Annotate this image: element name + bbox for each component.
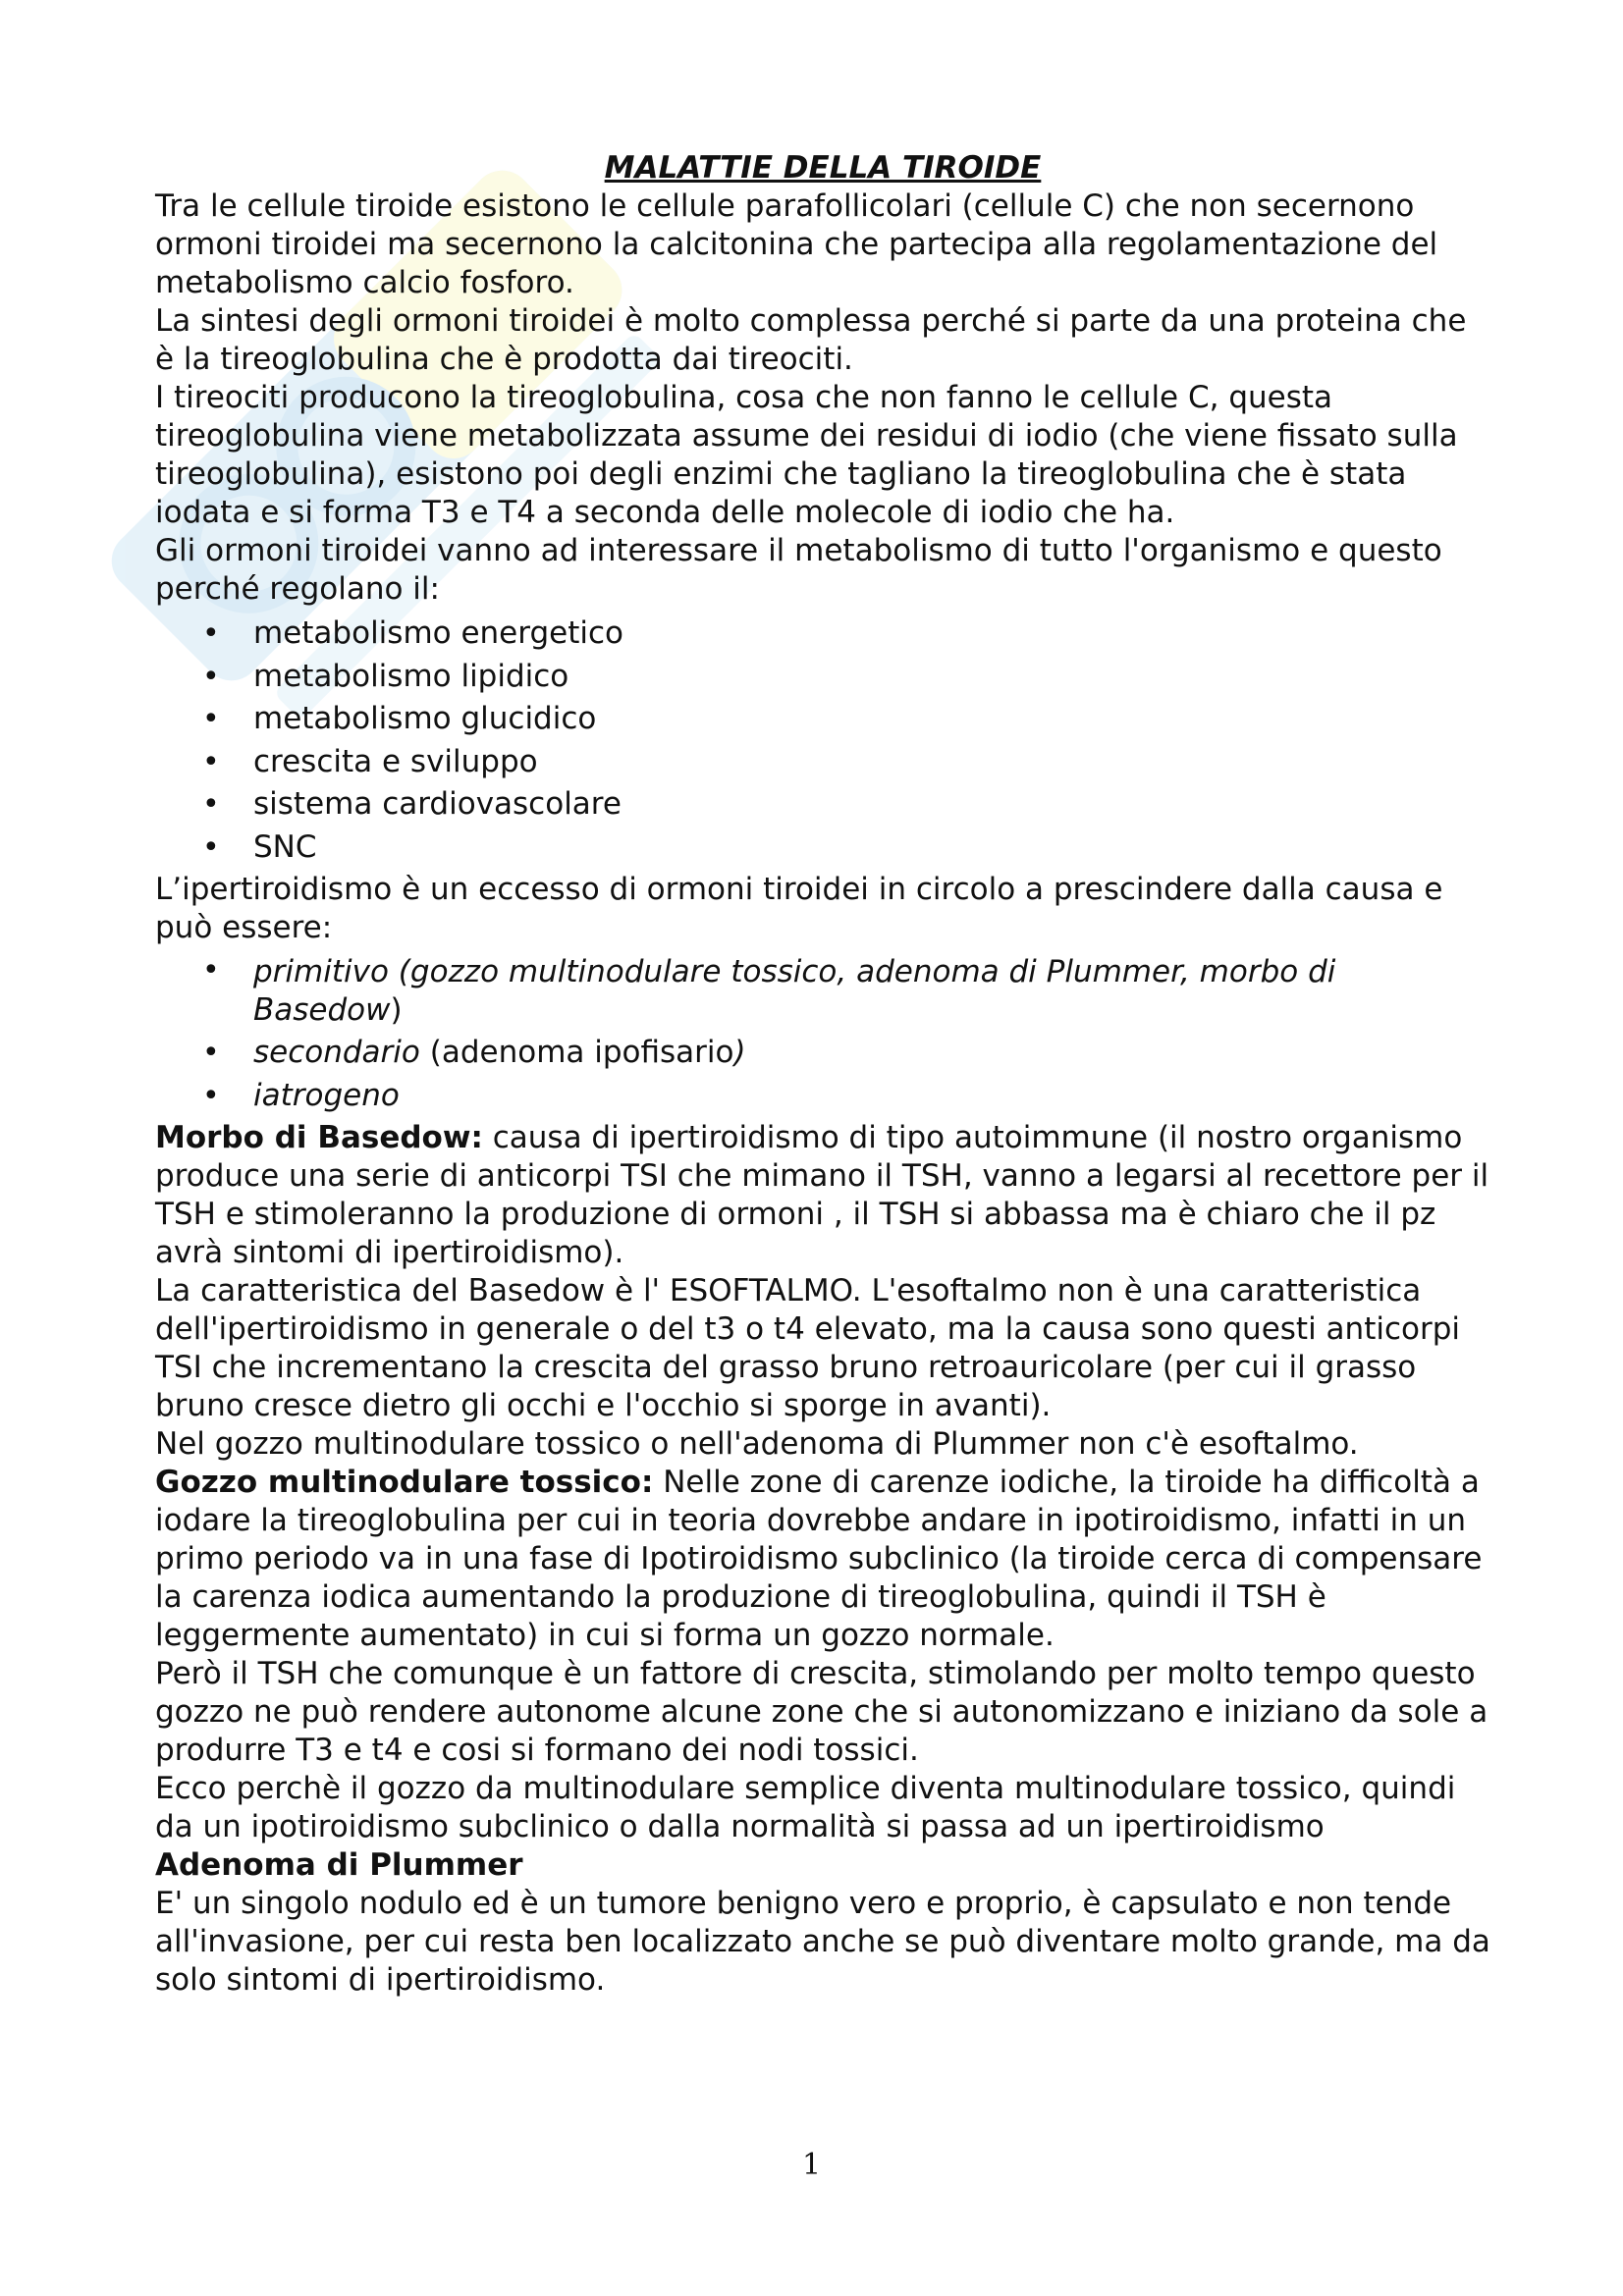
basedow-heading: Morbo di Basedow: <box>155 1120 483 1155</box>
list-item <box>253 1075 1490 1118</box>
type-primitivo: primitivo <box>253 954 389 989</box>
gozzo-paragraph <box>155 1464 1490 1655</box>
basedow-paragraph-3: Nel gozzo multinodulare tossico o nell'adenoma di Plummer non c'è esoftalmo. <box>155 1426 1359 1462</box>
gozzo-heading: Gozzo multinodulare tossico: <box>155 1465 654 1500</box>
plummer-paragraph: E' un singolo nodulo ed è un tumore benigno vero e proprio, è capsulato e non tende all'invasione, per cui resta ben localizzato anche se può diventare molto grande, ma da solo sintomi di ipertiroidismo. <box>155 1886 1490 1998</box>
hyperthyroidism-intro: L’ipertiroidismo è un eccesso di ormoni tiroidei in circolo a prescindere dalla causa e può essere: <box>155 872 1443 945</box>
list-item: • sistema cardiovascolare <box>253 783 1490 827</box>
type-iatrogeno: iatrogeno <box>253 1077 400 1113</box>
document-page <box>155 149 1490 2000</box>
page-title: MALATTIE DELLA TIROIDE <box>604 150 1042 186</box>
list-item: • metabolismo glucidico <box>253 698 1490 741</box>
type-primitivo-detail: (gozzo multinodulare tossico, adenoma di Plummer, morbo di Basedow <box>253 954 1336 1028</box>
basedow-text: causa di ipertiroidismo di tipo autoimmune (il nostro organismo produce una serie di anticorpi TSI che mimano il TSH, vanno a legarsi al recettore per il TSH e stimoleranno la produzione di ormoni , il TSH si abbassa ma è chiaro che il pz avrà sintomi di ipertiroidismo). <box>155 1120 1489 1270</box>
type-primitivo-close: ) <box>390 992 403 1028</box>
intro-paragraph-1: Tra le cellule tiroide esistono le cellule parafollicolari (cellule C) che non secernono ormoni tiroidei ma secernono la calcitonina che partecipa alla regolamentazione del metabolismo calcio fosforo. <box>155 188 1438 300</box>
intro-paragraph-4: Gli ormoni tiroidei vanno ad interessare il metabolismo di tutto l'organismo e questo perché regolano il: <box>155 533 1442 607</box>
type-secondario-detail: (adenoma ipofisario <box>419 1035 734 1070</box>
list-item <box>253 1032 1490 1075</box>
page-number: 1 <box>801 2148 822 2182</box>
type-secondario: secondario <box>253 1035 420 1070</box>
list-item: • metabolismo lipidico <box>253 656 1490 699</box>
gozzo-paragraph-3: Ecco perchè il gozzo da multinodulare semplice diventa multinodulare tossico, quindi da un ipotiroidismo subclinico o dalla normalità si passa ad un ipertiroidismo <box>155 1771 1456 1844</box>
gozzo-paragraph-2: Però il TSH che comunque è un fattore di crescita, stimolando per molto tempo questo gozzo ne può rendere autonome alcune zone che si autonomizzano e iniziano da sole a produrre T3 e t4 e cosi si formano dei nodi tossici. <box>155 1656 1488 1768</box>
basedow-paragraph-2: La caratteristica del Basedow è l' ESOFTALMO. L'esoftalmo non è una caratteristica dell'ipertiroidismo in generale o del t3 o t4 elevato, ma la causa sono questi anticorpi TSI che incrementano la crescita del grasso bruno retroauricolare (per cui il grasso bruno cresce dietro gli occhi e l'occhio si sporge in avanti). <box>155 1273 1461 1423</box>
hyperthyroidism-types-list <box>155 951 1490 1117</box>
gozzo-text: Nelle zone di carenze iodiche, la tiroide ha difficoltà a iodare la tireoglobulina per cui in teoria dovrebbe andare in ipotiroidismo, infatti in un primo periodo va in una fase di Ipotiroidismo subclinico (la tiroide cerca di compensare la carenza iodica aumentando la produzione di tireoglobulina, quindi il TSH è leggermente aumentato) in cui si forma un gozzo normale. <box>155 1465 1483 1653</box>
list-item: • metabolismo energetico <box>253 613 1490 656</box>
list-item: • SNC <box>253 827 1490 870</box>
intro-paragraph-2: La sintesi degli ormoni tiroidei è molto complessa perché si parte da una proteina che è la tireoglobulina che è prodotta dai tireociti. <box>155 303 1467 377</box>
intro-paragraph-3: I tireociti producono la tireoglobulina, cosa che non fanno le cellule C, questa tireoglobulina viene metabolizzata assume dei residui di iodio (che viene fissato sulla tireoglobulina), esistono poi degli enzimi che tagliano la tireoglobulina che è stata iodata e si forma T3 e T4 a seconda delle molecole di iodio che ha. <box>155 380 1458 530</box>
list-item <box>253 951 1490 1032</box>
metabolism-list <box>155 613 1490 869</box>
basedow-paragraph <box>155 1119 1490 1272</box>
plummer-heading: Adenoma di Plummer <box>155 1847 523 1883</box>
list-item: • crescita e sviluppo <box>253 741 1490 784</box>
type-secondario-close: ) <box>733 1035 746 1070</box>
